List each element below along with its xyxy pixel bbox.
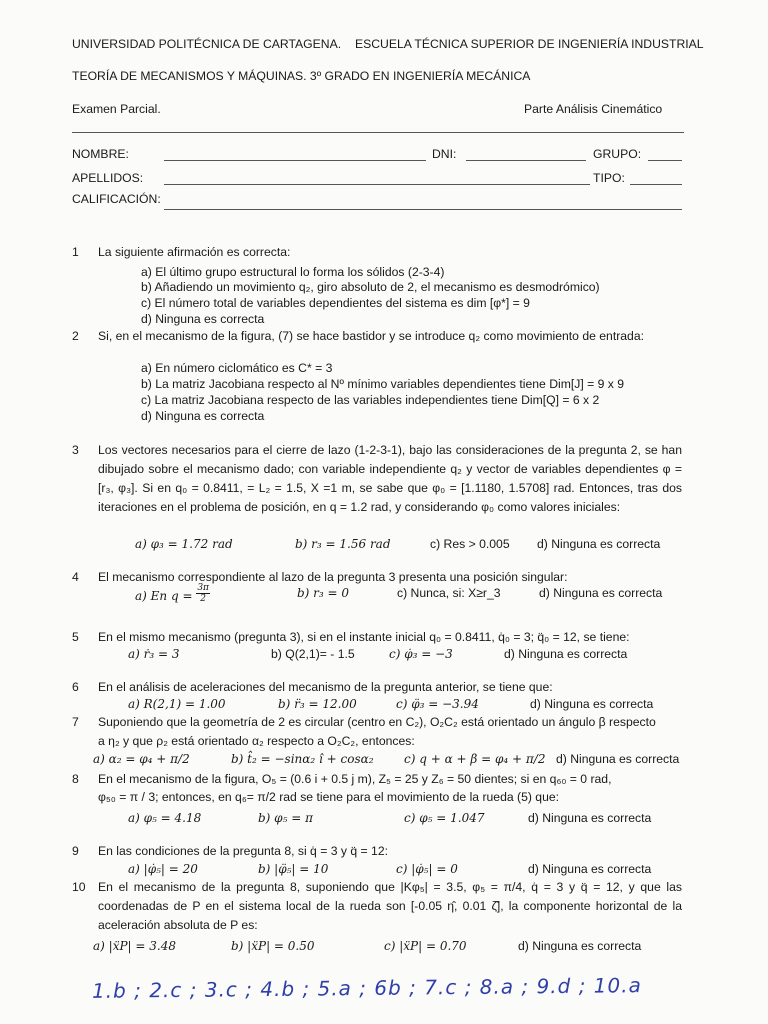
q9-option-d: d) Ninguna es correcta: [528, 862, 652, 876]
q5-text: En el mismo mecanismo (pregunta 3), si en el instante inicial q₀ = 0.8411, q̇₀ = 3; q̈₀ = 12, se tiene:: [98, 630, 630, 644]
q4-fraction-denominator: 2: [200, 594, 207, 604]
q7-option-a: a) α₂ = φ₄ + π/2: [93, 752, 190, 766]
q3-text: Los vectores necesarios para el cierre de lazo (1-2-3-1), bajo las consideraciones de la pregunta 2, se han dibujado sobre el mecanismo dado; con variable independiente q₂ y vector de variables dependientes φ = [r₃, φ₃]. Si en q₀ = 0.8411, = L₂ = 1.5, X =1 m, se sabe que φ₀ = [1.1180, 1.5708] rad. Entonces, tras dos iteraciones en el problema de posición, en q = 1.2 rad, y considerando φ₀ como valores iniciales:: [98, 443, 682, 514]
q8-number: 8: [72, 772, 79, 786]
q9-option-a: a) |φ̇₅| = 20: [128, 862, 198, 876]
q3-option-a: a) φ₃ = 1.72 rad: [135, 537, 233, 551]
q10-text: En el mecanismo de la pregunta 8, suponiendo que |Kφ₅| = 3.5, φ₅ = π/4, q̇ = 3 y q̈ = 12, y que las coordenadas de P en el sistema local de la rueda son [-0.05 η̂, 0.01 ζ̂], la componente horizontal de la aceleración absoluta de P es:: [98, 880, 682, 932]
q4-option-b: b) r₃ = 0: [297, 586, 350, 600]
q2-option-a: a) En número ciclomático es C* = 3: [141, 361, 333, 375]
q6-number: 6: [72, 680, 79, 694]
q10-option-a: a) |ẍP| = 3.48: [93, 939, 176, 953]
q7-option-c: c) q + α + β = φ₄ + π/2: [404, 752, 546, 766]
q5-option-a: a) ṙ₃ = 3: [128, 647, 180, 661]
q8-option-b: b) φ₅ = π: [258, 811, 313, 825]
q1-option-d: d) Ninguna es correcta: [141, 312, 265, 326]
q7-option-b: b) t̂₂ = −sinα₂ î + cosα₂: [231, 752, 374, 766]
q9-number: 9: [72, 844, 79, 858]
q9-text: En las condiciones de la pregunta 8, si q̇ = 3 y q̈ = 12:: [98, 844, 388, 858]
university-name: UNIVERSIDAD POLITÉCNICA DE CARTAGENA.: [72, 37, 342, 51]
q8-line1: En el mecanismo de la figura, O₅ = (0.6 i + 0.5 j m), Z₅ = 25 y Z₆ = 50 dientes; si en q₆₀ = 0 rad,: [98, 772, 612, 786]
header-divider: [72, 132, 684, 133]
q3-option-b: b) r₃ = 1.56 rad: [295, 537, 391, 551]
q2-number: 2: [72, 329, 79, 343]
handwritten-answers: 1.b ; 2.c ; 3.c ; 4.b ; 5.a ; 6b ; 7.c ; 8.a ; 9.d ; 10.a: [91, 973, 642, 1003]
q1-option-a: a) El último grupo estructural lo forma los sólidos (2-3-4): [141, 265, 445, 279]
nombre-field[interactable]: [164, 160, 426, 161]
q6-option-b: b) r̈₃ = 12.00: [278, 697, 357, 711]
q8-option-a: a) φ₅ = 4.18: [128, 811, 202, 825]
q4-number: 4: [72, 570, 79, 584]
q10-option-c: c) |ẍP| = 0.70: [384, 939, 467, 953]
q6-option-c: c) φ̈₃ = −3.94: [396, 697, 479, 711]
q10-number: 10: [72, 880, 86, 894]
tipo-label: TIPO:: [593, 171, 625, 185]
q1-number: 1: [72, 245, 79, 259]
q5-option-c: c) φ̇₃ = −3: [389, 647, 453, 661]
q1-option-c: c) El número total de variables dependientes del sistema es dim [φ*] = 9: [141, 296, 530, 310]
calificacion-field[interactable]: [164, 209, 682, 210]
q7-option-d: d) Ninguna es correcta: [556, 752, 680, 766]
q8-option-d: d) Ninguna es correcta: [528, 811, 652, 825]
q9-option-c: c) |φ̇₅| = 0: [396, 862, 458, 876]
q1-option-b: b) Añadiendo un movimiento q₂, giro absoluto de 2, el mecanismo es desmodrómico): [141, 280, 600, 294]
nombre-label: NOMBRE:: [72, 147, 129, 161]
q4-fraction: [196, 583, 210, 604]
q4-text: El mecanismo correspondiente al lazo de la pregunta 3 presenta una posición singular:: [98, 570, 568, 584]
q2-text: Si, en el mecanismo de la figura, (7) se hace bastidor y se introduce q₂ como movimiento de entrada:: [98, 329, 644, 343]
q2-option-b: b) La matriz Jacobiana respecto al Nº mínimo variables dependientes tiene Dim[J] = 9 x 9: [141, 377, 625, 391]
q4-option-a-prefix: a) En q =: [135, 589, 197, 603]
q1-text: La siguiente afirmación es correcta:: [98, 245, 291, 259]
q2-option-d: d) Ninguna es correcta: [141, 409, 265, 423]
dni-field[interactable]: [466, 160, 586, 161]
q2-option-c: c) La matriz Jacobiana respecto de las variables independientes tiene Dim[Q] = 6 x 2: [141, 393, 600, 407]
grupo-field[interactable]: [648, 160, 682, 161]
apellidos-field[interactable]: [164, 184, 590, 185]
q5-option-b: b) Q(2,1)= - 1.5: [271, 647, 355, 661]
q5-number: 5: [72, 630, 79, 644]
tipo-field[interactable]: [630, 184, 682, 185]
q5-option-d: d) Ninguna es correcta: [504, 647, 628, 661]
exam-part: Parte Análisis Cinemático: [524, 102, 663, 116]
q6-text: En el análisis de aceleraciones del mecanismo de la pregunta anterior, se tiene que:: [98, 680, 553, 694]
q7-number: 7: [72, 715, 79, 729]
course-title: TEORÍA DE MECANISMOS Y MÁQUINAS. 3º GRADO EN INGENIERÍA MECÁNICA: [72, 69, 531, 83]
q3-option-c: c) Res > 0.005: [430, 537, 510, 551]
q4-option-c: c) Nunca, si: X≥r_3: [397, 586, 501, 600]
exam-type: Examen Parcial.: [72, 102, 161, 116]
q6-option-a: a) R(2,1) = 1.00: [128, 697, 226, 711]
grupo-label: GRUPO:: [593, 147, 642, 161]
q9-option-b: b) |φ̈₅| = 10: [258, 862, 329, 876]
q4-option-d: d) Ninguna es correcta: [539, 586, 663, 600]
q10-option-b: b) |ẍP| = 0.50: [231, 939, 315, 953]
q3-number: 3: [72, 443, 79, 457]
q7-line1: Suponiendo que la geometría de 2 es circular (centro en C₂), O₂C₂ está orientado un ángulo β respecto: [98, 715, 656, 729]
calificacion-label: CALIFICACIÓN:: [72, 192, 161, 206]
dni-label: DNI:: [432, 147, 457, 161]
apellidos-label: APELLIDOS:: [72, 171, 144, 185]
q7-line2: a η₂ y que ρ₂ está orientado α₂ respecto a O₂C₂, entonces:: [98, 734, 415, 748]
q8-option-c: c) φ₅ = 1.047: [404, 811, 485, 825]
q10-option-d: d) Ninguna es correcta: [518, 939, 642, 953]
q6-option-d: d) Ninguna es correcta: [530, 697, 654, 711]
school-name: ESCUELA TÉCNICA SUPERIOR DE INGENIERÍA INDUSTRIAL: [355, 37, 704, 51]
q8-line2: φ₅₀ = π / 3; entonces, en q₆= π/2 rad se tiene para el movimiento de la rueda (5) que:: [98, 790, 560, 804]
q4-fraction-numerator: 3π: [197, 583, 209, 593]
q3-option-d: d) Ninguna es correcta: [537, 537, 661, 551]
